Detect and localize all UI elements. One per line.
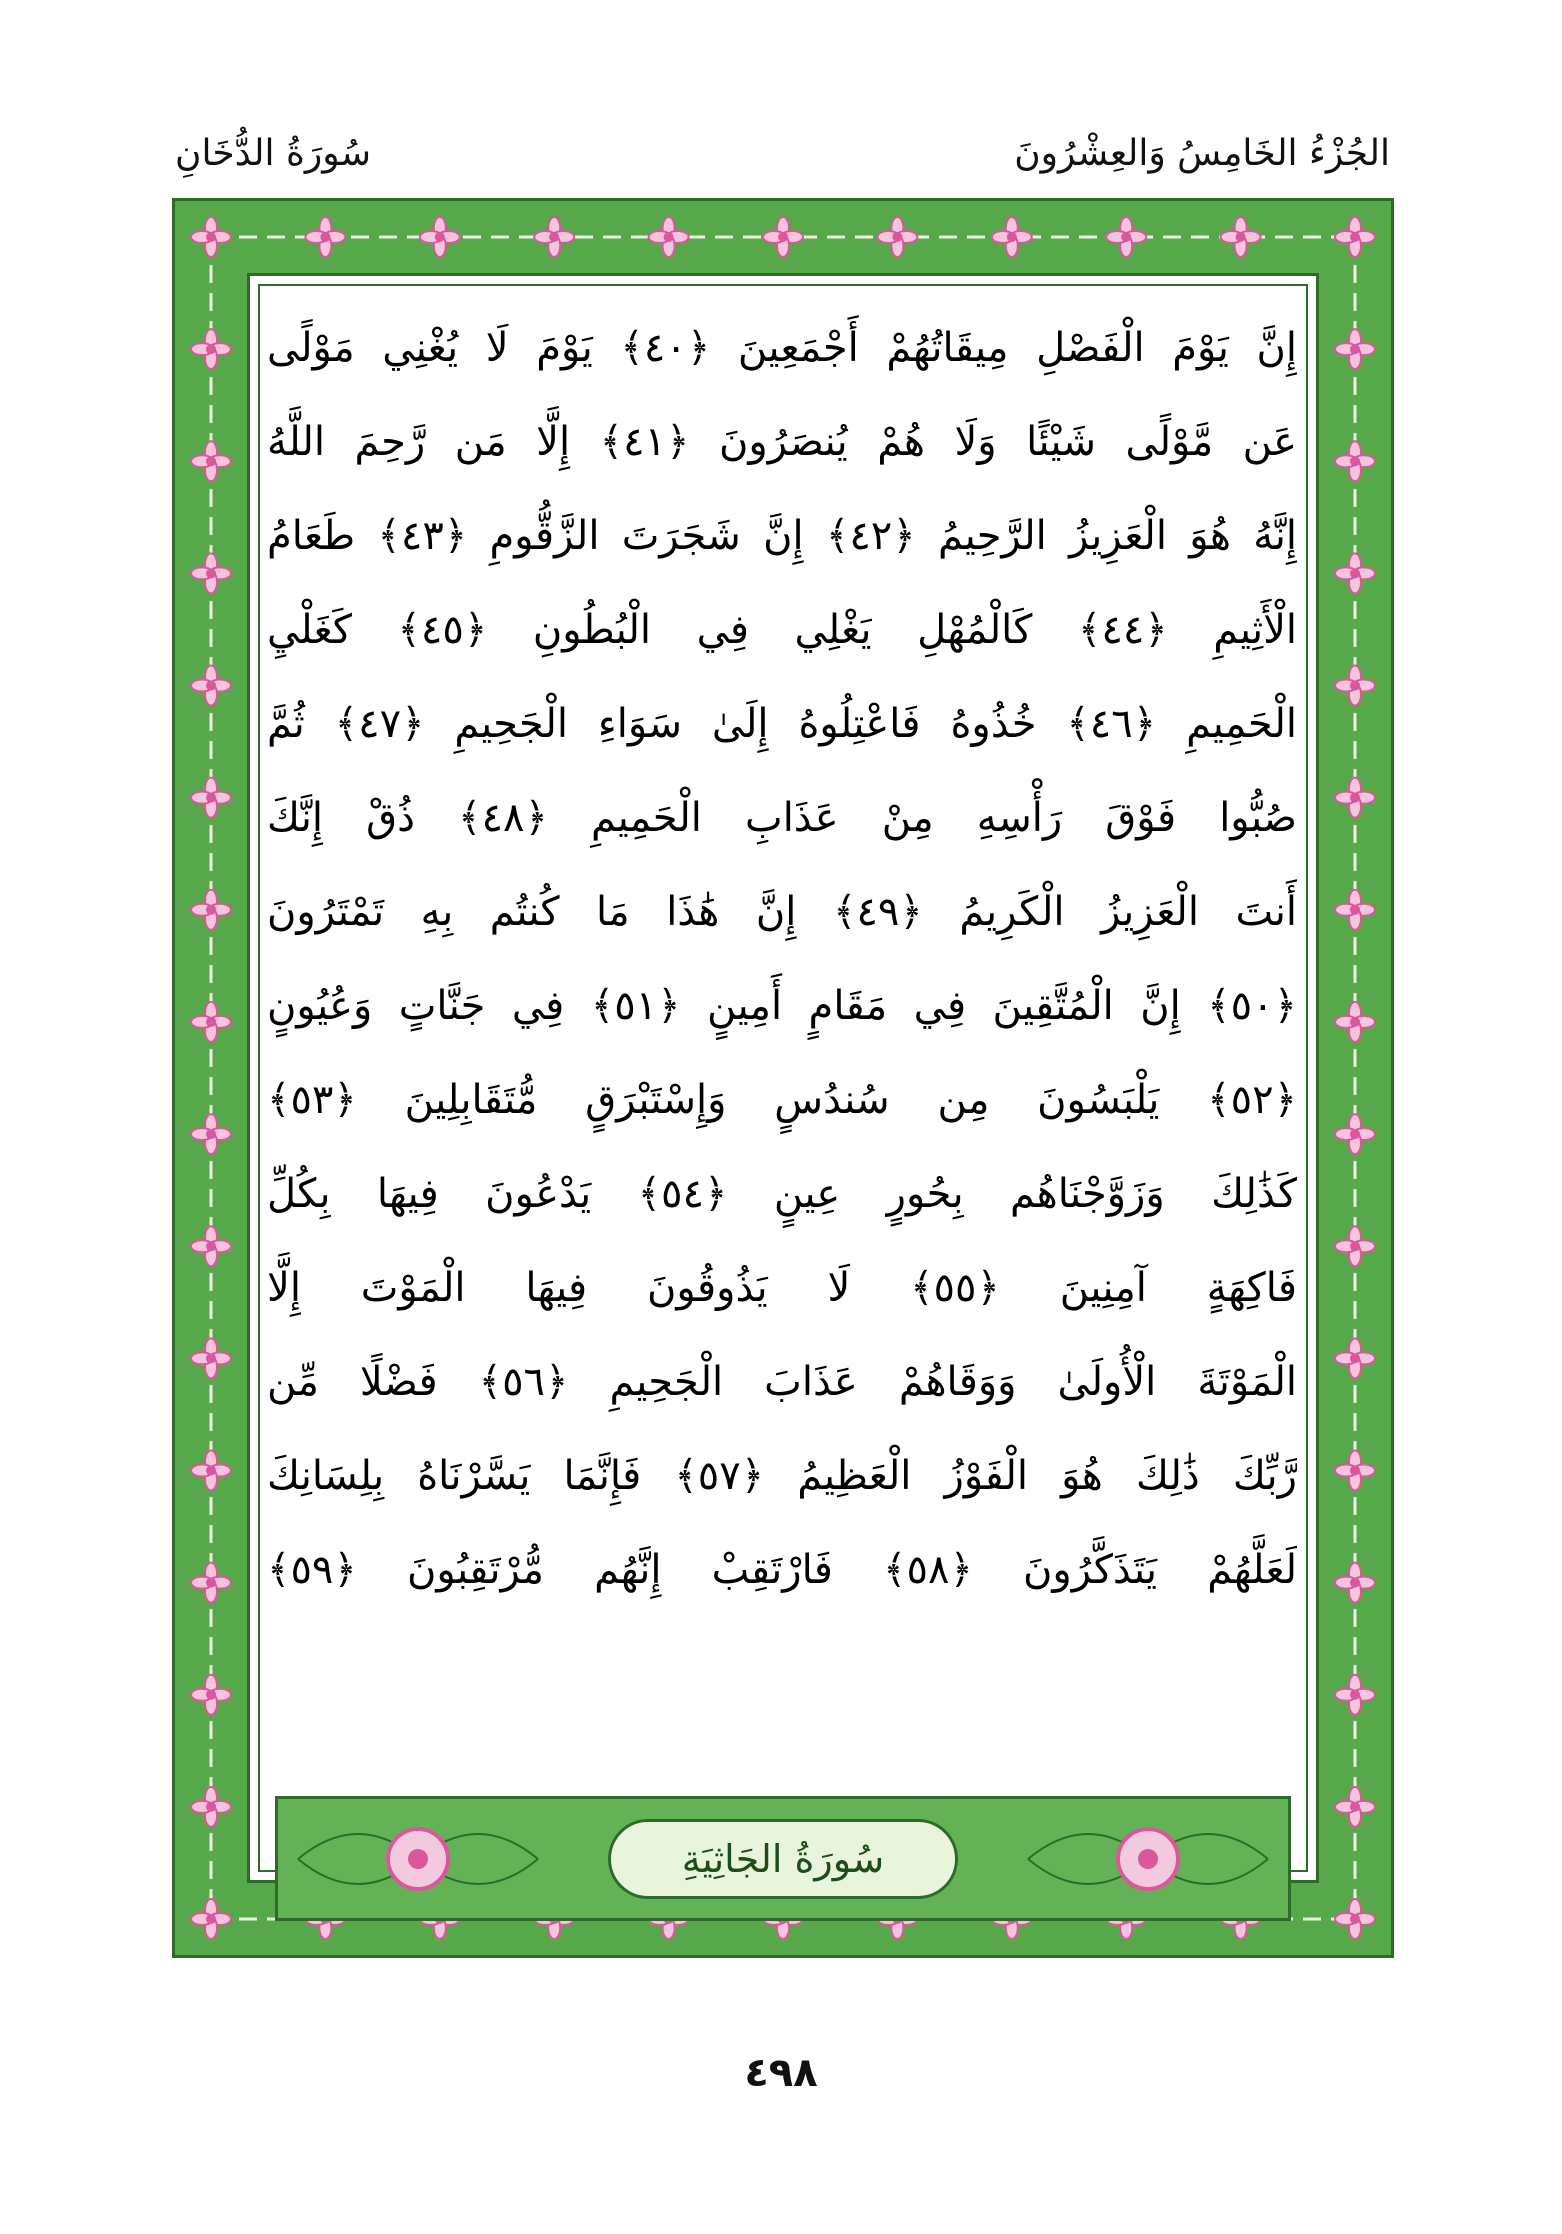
flower-icon (1335, 1226, 1375, 1266)
text-line: ﴿٥٢﴾ يَلْبَسُونَ مِن سُندُسٍ وَإِسْتَبْرَقٍ مُّتَقَابِلِينَ ﴿٥٣﴾ (267, 1077, 1297, 1123)
flower-icon (191, 1675, 231, 1715)
flower-icon (191, 778, 231, 818)
flower-icon (1335, 1114, 1375, 1154)
flower-icon (1335, 553, 1375, 593)
flower-icon (1118, 1829, 1178, 1889)
flower-icon (1335, 666, 1375, 706)
flower-icon (1335, 1002, 1375, 1042)
flower-icon (191, 1450, 231, 1490)
text-line: الْمَوْتَةَ الْأُولَىٰ وَوَقَاهُمْ عَذَابَ الْجَحِيمِ ﴿٥٦﴾ فَضْلًا مِّن (267, 1359, 1297, 1405)
text-line: صُبُّوا فَوْقَ رَأْسِهِ مِنْ عَذَابِ الْحَمِيمِ ﴿٤٨﴾ ذُقْ إِنَّكَ (267, 795, 1297, 841)
flower-icon (388, 1829, 448, 1889)
flower-icon (1335, 217, 1375, 257)
flower-icon (1335, 1787, 1375, 1827)
flower-icon (1335, 1338, 1375, 1378)
text-line: رَّبِّكَ ذَٰلِكَ هُوَ الْفَوْزُ الْعَظِيمُ ﴿٥٧﴾ فَإِنَّمَا يَسَّرْنَاهُ بِلِسَانِكَ (267, 1453, 1297, 1499)
ornamental-frame (172, 198, 1394, 1958)
text-line: أَنتَ الْعَزِيزُ الْكَرِيمُ ﴿٤٩﴾ إِنَّ هَٰذَا مَا كُنتُم بِهِ تَمْتَرُونَ (267, 889, 1297, 935)
text-line: ﴿٥٠﴾ إِنَّ الْمُتَّقِينَ فِي مَقَامٍ أَمِينٍ ﴿٥١﴾ فِي جَنَّاتٍ وَعُيُونٍ (267, 983, 1297, 1029)
flower-icon (191, 553, 231, 593)
flower-icon (1335, 1450, 1375, 1490)
flower-icon (191, 217, 231, 257)
flower-icon (191, 441, 231, 481)
text-line: لَعَلَّهُمْ يَتَذَكَّرُونَ ﴿٥٨﴾ فَارْتَقِبْ إِنَّهُم مُّرْتَقِبُونَ ﴿٥٩﴾ (267, 1547, 1297, 1593)
flower-icon (1335, 890, 1375, 930)
flower-icon (1106, 217, 1146, 257)
flower-icon (191, 890, 231, 930)
flower-icon (877, 217, 917, 257)
flower-icon (191, 329, 231, 369)
flower-icon (191, 1787, 231, 1827)
text-line: فَاكِهَةٍ آمِنِينَ ﴿٥٥﴾ لَا يَذُوقُونَ فِيهَا الْمَوْتَ إِلَّا (267, 1265, 1297, 1311)
flower-icon (191, 1226, 231, 1266)
flower-icon (1335, 329, 1375, 369)
text-line: عَن مَّوْلًى شَيْئًا وَلَا هُمْ يُنصَرُونَ ﴿٤١﴾ إِلَّا مَن رَّحِمَ اللَّهُ (267, 419, 1297, 465)
flower-icon (1335, 1899, 1375, 1939)
flower-icon (191, 1338, 231, 1378)
flower-icon (191, 1899, 231, 1939)
flower-icon (305, 217, 345, 257)
flower-icon (763, 217, 803, 257)
page-number: ٤٩٨ (744, 2050, 818, 2096)
flower-icon (191, 666, 231, 706)
flower-icon (191, 1002, 231, 1042)
flower-icon (420, 217, 460, 257)
text-line: الْأَثِيمِ ﴿٤٤﴾ كَالْمُهْلِ يَغْلِي فِي الْبُطُونِ ﴿٤٥﴾ كَغَلْيِ (267, 607, 1297, 653)
flower-icon (191, 1114, 231, 1154)
flower-icon (1335, 441, 1375, 481)
flower-icon (649, 217, 689, 257)
next-surah-title: سُورَةُ الجَاثِيَةِ (608, 1819, 958, 1899)
quran-text (267, 301, 1297, 1711)
flower-icon (534, 217, 574, 257)
flower-icon (1335, 1563, 1375, 1603)
flower-icon (992, 217, 1032, 257)
flower-icon (191, 1563, 231, 1603)
flower-icon (1335, 778, 1375, 818)
text-line: الْحَمِيمِ ﴿٤٦﴾ خُذُوهُ فَاعْتِلُوهُ إِلَىٰ سَوَاءِ الْجَحِيمِ ﴿٤٧﴾ ثُمَّ (267, 701, 1297, 747)
juz-title: الجُزْءُ الخَامِسُ وَالعِشْرُونَ (1014, 132, 1390, 174)
surah-title: سُورَةُ الدُّخَانِ (175, 132, 371, 174)
text-line: كَذَٰلِكَ وَزَوَّجْنَاهُم بِحُورٍ عِينٍ ﴿٥٤﴾ يَدْعُونَ فِيهَا بِكُلِّ (267, 1171, 1297, 1217)
flower-icon (1221, 217, 1261, 257)
surah-banner (275, 1796, 1291, 1921)
flower-icon (1335, 1675, 1375, 1715)
page-header (175, 118, 1390, 188)
text-line: إِنَّ يَوْمَ الْفَصْلِ مِيقَاتُهُمْ أَجْمَعِينَ ﴿٤٠﴾ يَوْمَ لَا يُغْنِي مَوْلًى (267, 325, 1297, 371)
text-line: إِنَّهُ هُوَ الْعَزِيزُ الرَّحِيمُ ﴿٤٢﴾ إِنَّ شَجَرَتَ الزَّقُّومِ ﴿٤٣﴾ طَعَامُ (267, 513, 1297, 559)
